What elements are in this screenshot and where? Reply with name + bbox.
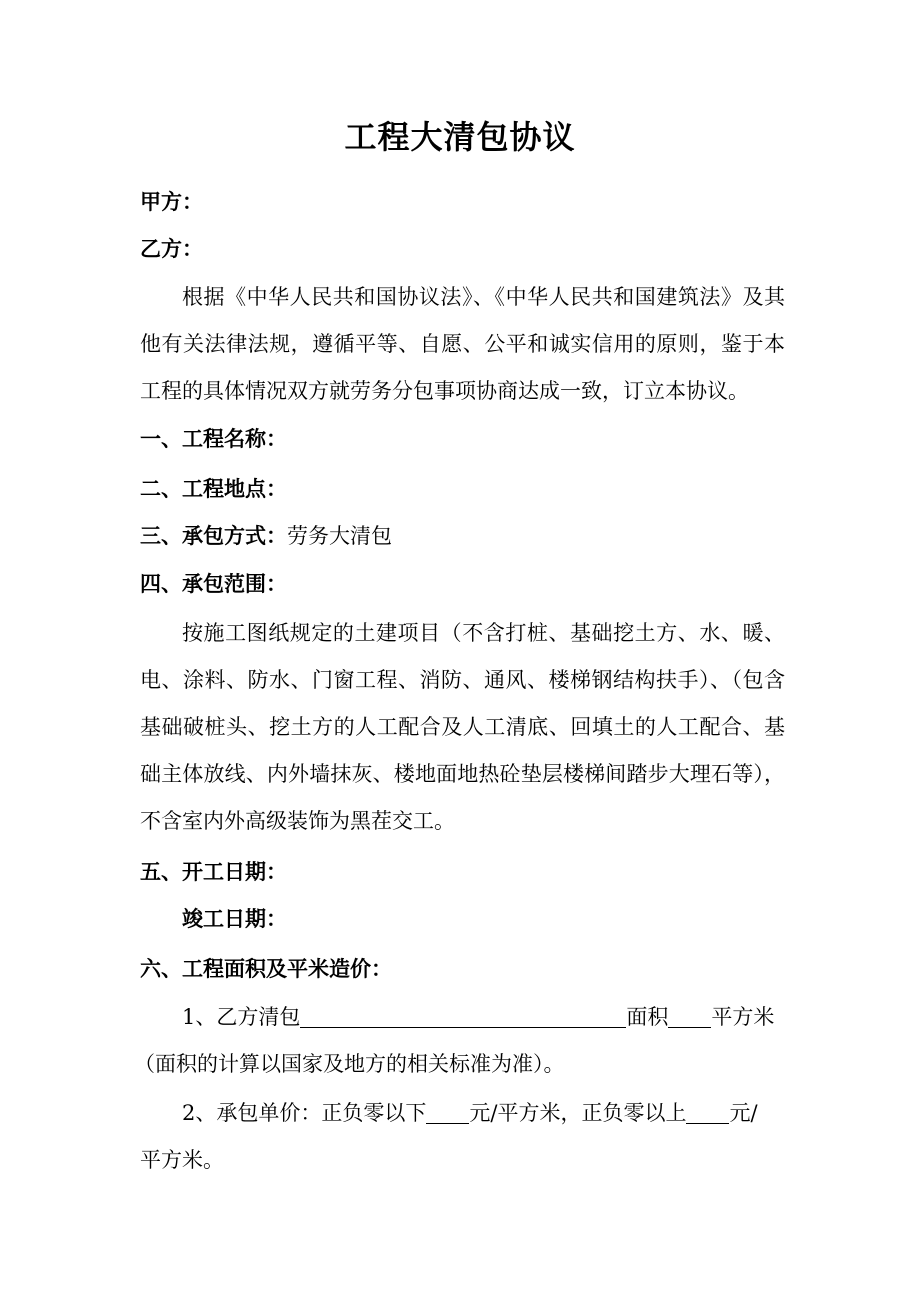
item-1-suffix: 平方米 bbox=[711, 1005, 775, 1029]
item-2-line bbox=[182, 1098, 785, 1128]
item-2-end: 平方米。 bbox=[140, 1148, 224, 1172]
price-above-zero-blank[interactable] bbox=[686, 1101, 729, 1124]
section-5-label: 五、开工日期： bbox=[140, 859, 287, 884]
document-title: 工程大清包协议 bbox=[344, 118, 576, 156]
section-2-label: 二、工程地点： bbox=[140, 476, 287, 501]
item-1-prefix: 1、乙方清包 bbox=[182, 1005, 301, 1029]
section-4-label: 四、承包范围： bbox=[140, 571, 287, 596]
party-b-label: 乙方： bbox=[140, 236, 203, 261]
item-1-mid: 面积 bbox=[626, 1005, 669, 1029]
section-4-body: 按施工图纸规定的土建项目（不含打桩、基础挖土方、水、暖、电、涂料、防水、门窗工程、消防、通风、楼梯钢结构扶手）、（包含基础破桩头、挖土方的人工配合及人工清底、回填土的人工配合、基础主体放线、内外墙抹灰、楼地面地热砼垫层楼梯间踏步大理石等），不含室内外高级装饰为黑茬交工。 bbox=[140, 621, 785, 833]
item-2-suffix: 元/ bbox=[729, 1101, 758, 1125]
contract-scope-blank[interactable] bbox=[300, 1005, 626, 1028]
section-3-label: 三、承包方式： bbox=[140, 523, 287, 548]
section-6-label: 六、工程面积及平米造价： bbox=[140, 956, 392, 981]
area-blank[interactable] bbox=[668, 1005, 711, 1028]
preamble-paragraph: 根据《中华人民共和国协议法》、《中华人民共和国建筑法》及其他有关法律法规，遵循平等、自愿、公平和诚实信用的原则，鉴于本工程的具体情况双方就劳务分包事项协商达成一致，订立本协议。 bbox=[140, 285, 785, 403]
completion-date-label: 竣工日期： bbox=[182, 906, 287, 931]
item-2-mid: 元/平方米，正负零以上 bbox=[469, 1101, 687, 1125]
section-1-label: 一、工程名称： bbox=[140, 426, 287, 451]
item-1-line bbox=[182, 1002, 785, 1032]
section-3-value: 劳务大清包 bbox=[287, 524, 392, 548]
party-a-label: 甲方： bbox=[140, 189, 203, 214]
section-3-line bbox=[140, 521, 785, 551]
item-1-note: （面积的计算以国家及地方的相关标准为准）。 bbox=[134, 1052, 565, 1076]
item-2-prefix: 2、承包单价：正负零以下 bbox=[182, 1101, 427, 1125]
price-below-zero-blank[interactable] bbox=[426, 1101, 469, 1124]
